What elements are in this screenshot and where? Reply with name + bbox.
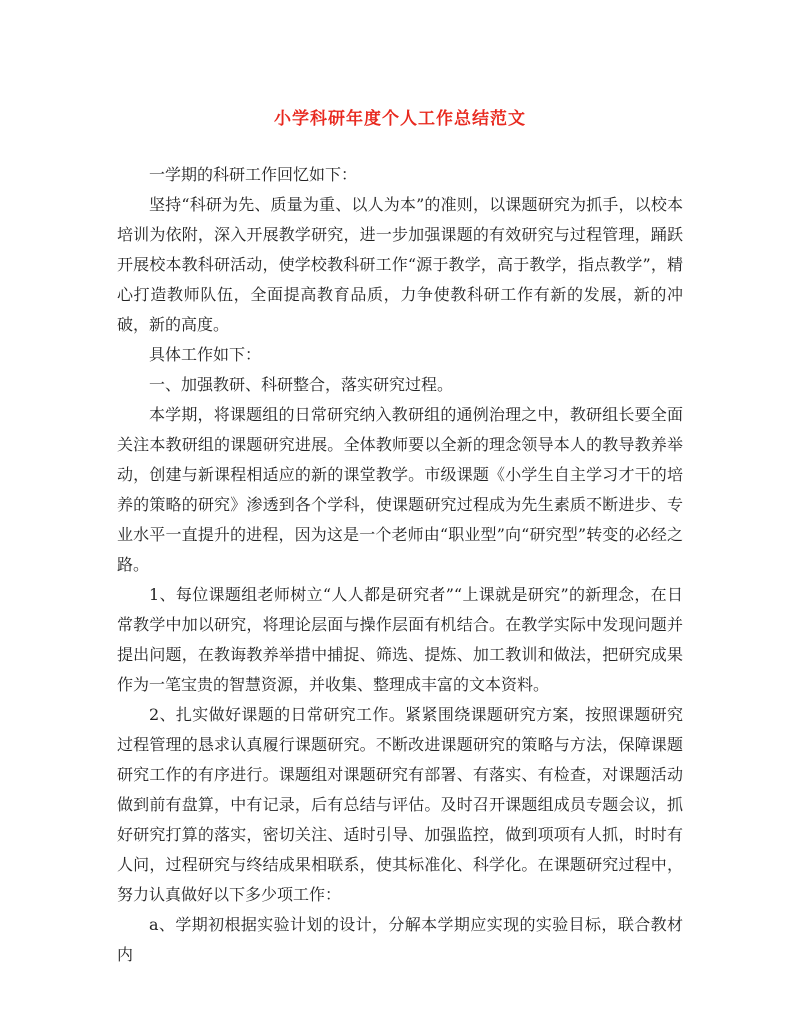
paragraph-work-heading: 具体工作如下： — [149, 345, 262, 364]
paragraph-principle: 坚持“科研为先、质量为重、以人为本”的准则，以课题研究为抓手，以校本培训为依附，深入开展教学研究，进一步加强课题的有效研究与过程管理，踊跃开展校本教科研活动，使学校教科研工作“源于教学，高于教学，指点教学”，精心打造教师队伍，全面提高教育品质，力争使教科研工作有新的发展，新的冲破，新的高度。 — [117, 195, 683, 334]
paragraph-item-2: 2、扎实做好课题的日常研究工作。紧紧围绕课题研究方案，按照课题研究过程管理的恳求认真履行课题研究。不断改进课题研究的策略与方法，保障课题研究工作的有序进行。课题组对课题研究有部署、有落实、有检查，对课题活动做到前有盘算，中有记录，后有总结与评估。及时召开课题组成员专题会议，抓好研究打算的落实，密切关注、适时引导、加强监控，做到项项有人抓，时时有人问，过程研究与终结成果相联系，使其标准化、科学化。在课题研究过程中，努力认真做好以下多少项工作： — [117, 705, 683, 904]
paragraph-item-a: a、学期初根据实验计划的设计，分解本学期应实现的实验目标，联合教材内 — [117, 915, 683, 964]
paragraph-semester: 本学期，将课题组的日常研究纳入教研组的通例治理之中，教研组长要全面关注本教研组的课题研究进展。全体教师要以全新的理念领导本人的教导教养举动，创建与新课程相适应的新的课堂教学。市级课题《小学生自主学习才干的培养的策略的研究》渗透到各个学科，使课题研究过程成为先生素质不断进步、专业水平一直提升的进程，因为这是一个老师由“职业型”向“研究型”转变的必经之路。 — [117, 405, 683, 574]
document-body — [117, 160, 683, 970]
paragraph-item-1: 1、每位课题组老师树立“人人都是研究者”“上课就是研究”的新理念，在日常教学中加以研究，将理论层面与操作层面有机结合。在教学实际中发现问题并提出问题，在教诲教养举措中捕捉、筛选、提炼、加工教训和做法，把研究成果作为一笔宝贵的智慧资源，并收集、整理成丰富的文本资料。 — [117, 585, 683, 694]
paragraph-intro: 一学期的科研工作回忆如下： — [149, 165, 358, 184]
document-title: 小学科研年度个人工作总结范文 — [274, 109, 526, 129]
section-heading-1: 一、加强教研、科研整合，落实研究过程。 — [149, 375, 454, 394]
